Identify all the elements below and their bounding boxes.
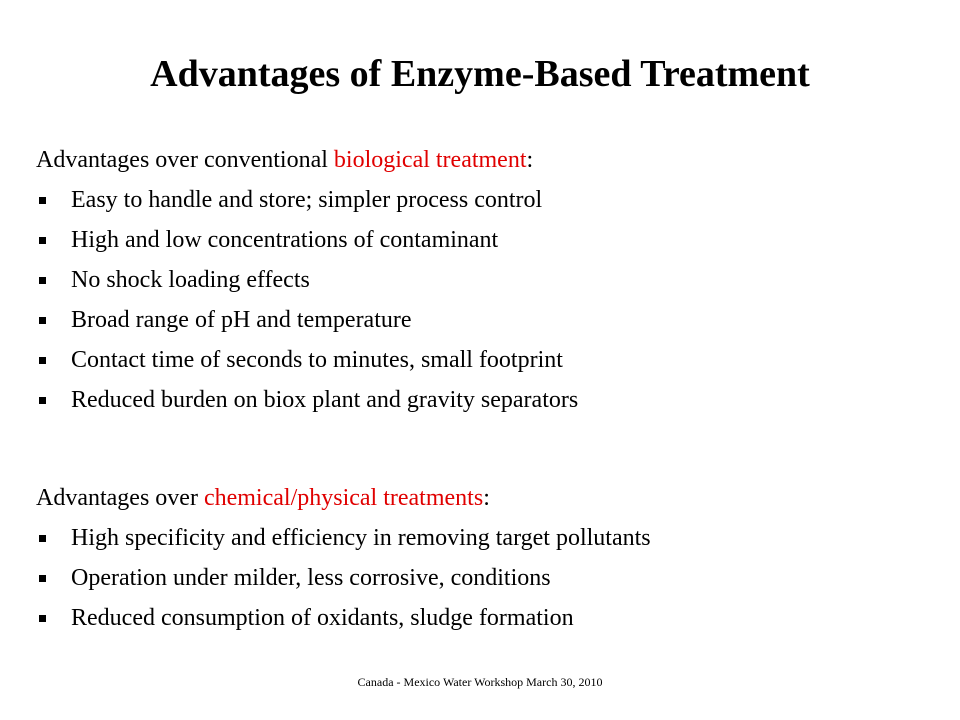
bullet-text: No shock loading effects	[71, 266, 310, 293]
square-bullet-icon	[39, 237, 46, 244]
bullet-item	[36, 558, 936, 598]
bullet-item	[36, 260, 936, 300]
bullet-text: High and low concentrations of contaminant	[71, 226, 499, 253]
square-bullet-icon	[39, 277, 46, 284]
square-bullet-icon	[39, 575, 46, 582]
bullet-text: Reduced consumption of oxidants, sludge formation	[71, 604, 574, 631]
square-bullet-icon	[39, 357, 46, 364]
section-heading	[36, 478, 936, 518]
square-bullet-icon	[39, 197, 46, 204]
square-bullet-icon	[39, 615, 46, 622]
bullet-item	[36, 180, 936, 220]
heading-suffix: :	[526, 147, 534, 173]
heading-suffix: :	[483, 485, 490, 511]
bullet-item	[36, 598, 936, 638]
heading-prefix: Advantages over conventional	[36, 147, 334, 173]
bullet-text: Easy to handle and store; simpler process control	[71, 186, 543, 213]
heading-highlight: chemical/physical treatments	[203, 485, 484, 511]
bullet-item	[36, 340, 936, 380]
heading-prefix: Advantages over	[36, 485, 204, 511]
bullet-text: Contact time of seconds to minutes, small footprint	[71, 346, 563, 373]
bullet-text: High specificity and efficiency in removing target pollutants	[71, 524, 651, 551]
bullet-item	[36, 380, 936, 420]
section-biological	[36, 140, 936, 420]
square-bullet-icon	[39, 535, 46, 542]
bullet-item	[36, 300, 936, 340]
bullet-item	[36, 518, 936, 558]
section-chemical-physical	[36, 478, 936, 638]
section-heading	[36, 140, 936, 180]
heading-highlight: biological treatment	[333, 147, 527, 173]
square-bullet-icon	[39, 317, 46, 324]
bullet-item	[36, 220, 936, 260]
square-bullet-icon	[39, 397, 46, 404]
bullet-text: Broad range of pH and temperature	[71, 306, 412, 333]
slide-footer: Canada - Mexico Water Workshop March 30, 2010	[357, 675, 603, 689]
bullet-text: Reduced burden on biox plant and gravity separators	[71, 386, 579, 413]
slide-title: Advantages of Enzyme-Based Treatment	[150, 53, 810, 95]
bullet-text: Operation under milder, less corrosive, conditions	[71, 564, 551, 591]
